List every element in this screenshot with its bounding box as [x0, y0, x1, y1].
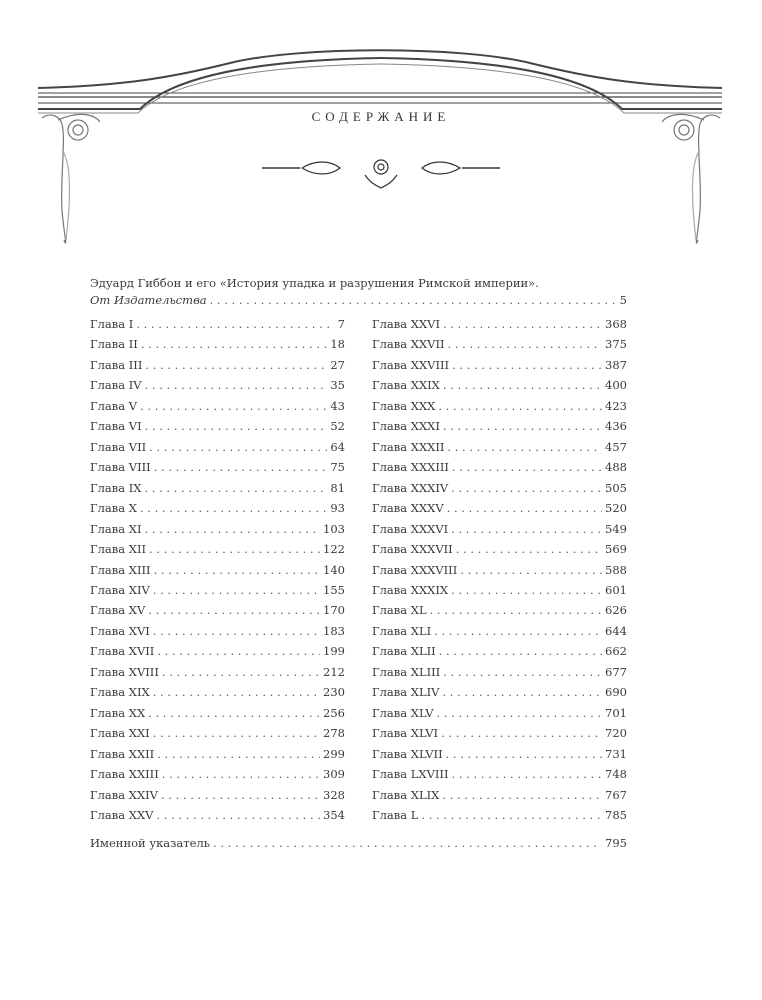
toc-page: 199	[323, 644, 345, 659]
toc-page: 103	[323, 521, 345, 536]
leader-dots	[439, 644, 602, 658]
leader-dots	[446, 747, 602, 761]
toc-entry[interactable]	[90, 378, 345, 392]
toc-page: 400	[605, 378, 627, 393]
toc-label: Глава XII	[90, 542, 147, 557]
toc-page: 368	[605, 317, 627, 331]
toc-entry[interactable]	[372, 563, 627, 577]
leader-dots	[149, 440, 327, 454]
toc-label: Глава XXXIII	[372, 460, 449, 475]
toc-label: Глава VI	[90, 419, 142, 434]
toc-page: 731	[605, 746, 627, 761]
leader-dots	[145, 419, 328, 433]
toc-entry[interactable]	[372, 808, 627, 822]
toc-label: Глава IV	[90, 378, 142, 393]
toc-page: 212	[323, 664, 345, 679]
right-scroll-ornament	[662, 114, 720, 243]
toc-label: От Издательства	[90, 293, 207, 307]
toc-page: 488	[605, 460, 627, 475]
leader-dots	[154, 460, 328, 474]
toc-page: 795	[605, 836, 627, 850]
toc-page: 93	[330, 501, 345, 516]
toc-entry[interactable]	[372, 481, 627, 495]
toc-entry[interactable]	[90, 726, 345, 740]
leader-dots	[442, 788, 602, 802]
toc-entry-index[interactable]	[90, 836, 627, 850]
toc-entry[interactable]	[372, 542, 627, 556]
toc-page: 387	[605, 357, 627, 372]
leader-dots	[136, 317, 334, 331]
leader-dots	[148, 603, 320, 617]
leader-dots	[154, 563, 320, 577]
toc-label: Глава LXVIII	[372, 767, 449, 782]
toc-label: Глава XXIII	[90, 767, 159, 782]
toc-label: Глава X	[90, 501, 137, 516]
toc-entry[interactable]	[90, 624, 345, 638]
toc-page: 43	[330, 398, 345, 413]
leader-dots	[421, 808, 602, 822]
toc-label: Глава XX	[90, 705, 146, 720]
leader-dots	[456, 542, 602, 556]
toc-page: 701	[605, 705, 627, 720]
toc-entry[interactable]	[372, 603, 627, 617]
toc-entry[interactable]	[372, 747, 627, 761]
leader-dots	[443, 378, 602, 392]
toc-page: 278	[323, 726, 345, 741]
toc-page: 170	[323, 603, 345, 618]
leader-dots	[162, 665, 320, 679]
leader-dots	[460, 563, 602, 577]
toc-entry[interactable]	[90, 542, 345, 556]
toc-entry[interactable]	[372, 317, 627, 331]
toc-entry[interactable]	[372, 378, 627, 392]
toc-page: 81	[330, 480, 345, 495]
toc-page: 64	[330, 439, 345, 454]
toc-label: Глава XVI	[90, 623, 150, 638]
toc-label: Глава XXIX	[372, 378, 440, 393]
toc-page: 785	[605, 808, 627, 823]
leader-dots	[145, 481, 328, 495]
toc-label: Глава XXXI	[372, 419, 440, 434]
center-flourish-ornament	[262, 160, 500, 188]
toc-page: 27	[330, 357, 345, 372]
toc-page: 436	[605, 419, 627, 434]
toc-entry[interactable]	[372, 726, 627, 740]
toc-entry[interactable]	[372, 501, 627, 515]
toc-label: Глава XXVIII	[372, 357, 450, 372]
toc-page: 140	[323, 562, 345, 577]
leader-dots	[153, 583, 320, 597]
toc-entry[interactable]	[90, 583, 345, 597]
leader-dots	[140, 399, 327, 413]
leader-dots	[451, 583, 602, 597]
page-title: СОДЕРЖАНИЕ	[311, 109, 451, 124]
toc-label: Глава XXXIX	[372, 582, 449, 597]
leader-dots	[145, 378, 328, 392]
toc-label: Глава IX	[90, 480, 142, 495]
toc-page: 505	[605, 480, 627, 495]
toc-label: Глава V	[90, 398, 138, 413]
toc-entry[interactable]	[90, 337, 345, 351]
toc-page: 457	[605, 439, 627, 454]
left-scroll-ornament	[42, 114, 100, 243]
leader-dots	[153, 624, 320, 638]
toc-page: 549	[605, 521, 627, 536]
toc-label: Глава II	[90, 337, 138, 352]
toc-entry[interactable]	[372, 685, 627, 699]
toc-entry[interactable]	[90, 706, 345, 720]
toc-page: 5	[619, 293, 627, 307]
toc-label: Глава XXXVI	[372, 521, 449, 536]
toc-entry[interactable]	[90, 399, 345, 413]
toc-entry[interactable]	[90, 358, 345, 372]
toc-page: 375	[605, 337, 627, 352]
toc-entry[interactable]	[372, 767, 627, 781]
toc-entry[interactable]	[90, 481, 345, 495]
toc-entry[interactable]	[372, 644, 627, 658]
toc-entry[interactable]	[90, 440, 345, 454]
toc-label: Глава XLVII	[372, 746, 443, 761]
toc-label: Глава XXXIV	[372, 480, 449, 495]
toc-page: 644	[605, 623, 627, 638]
toc-label: Глава III	[90, 357, 143, 372]
toc-entry[interactable]	[372, 399, 627, 413]
toc-label: Глава VIII	[90, 460, 151, 475]
toc-entry[interactable]	[90, 747, 345, 761]
leader-dots	[438, 399, 602, 413]
toc-page: 309	[323, 767, 345, 782]
toc-label: Глава XXXII	[372, 439, 445, 454]
toc-label: Глава XIII	[90, 562, 151, 577]
toc-label: Глава XXIV	[90, 787, 158, 802]
toc-label: Глава XLIII	[372, 664, 441, 679]
toc-label: Глава I	[90, 317, 134, 331]
toc-entry[interactable]	[90, 317, 345, 331]
toc-label: Глава VII	[90, 439, 147, 454]
leader-dots	[447, 501, 602, 515]
leader-dots	[441, 726, 602, 740]
leader-dots	[162, 767, 320, 781]
toc-entry[interactable]	[372, 337, 627, 351]
toc-label: Глава XLVI	[372, 726, 439, 741]
toc-label: Глава XLIX	[372, 787, 440, 802]
leader-dots	[437, 706, 603, 720]
toc-page: 748	[605, 767, 627, 782]
toc-label: Глава XXV	[90, 808, 154, 823]
toc-entry[interactable]	[372, 624, 627, 638]
leader-dots	[443, 317, 602, 331]
leader-dots	[153, 726, 320, 740]
toc-entry[interactable]	[90, 501, 345, 515]
toc-page: 230	[323, 685, 345, 700]
toc-label: Глава XL	[372, 603, 427, 618]
toc-entry[interactable]	[90, 808, 345, 822]
leader-dots	[443, 419, 602, 433]
toc-label: Глава XXXVII	[372, 542, 453, 557]
leader-dots	[452, 460, 602, 474]
toc-page: 52	[330, 419, 345, 434]
toc-label: Глава XVII	[90, 644, 155, 659]
toc-label: Глава XLII	[372, 644, 436, 659]
toc-label: Глава XXVII	[372, 337, 445, 352]
toc-label: Глава XLIV	[372, 685, 440, 700]
toc-entry[interactable]	[372, 706, 627, 720]
toc-entry[interactable]	[372, 583, 627, 597]
toc-label: Глава XVIII	[90, 664, 159, 679]
leader-dots	[434, 624, 602, 638]
toc-entry[interactable]	[372, 440, 627, 454]
leader-dots	[442, 685, 602, 699]
toc-entry-publisher-note[interactable]	[90, 293, 627, 307]
leader-dots	[430, 603, 602, 617]
toc-entry[interactable]	[372, 665, 627, 679]
toc-entry[interactable]	[90, 419, 345, 433]
toc-entry[interactable]	[90, 788, 345, 802]
leader-dots	[145, 358, 327, 372]
toc-entry[interactable]	[90, 644, 345, 658]
toc-label: Глава XXXVIII	[372, 562, 458, 577]
leader-dots	[210, 293, 617, 307]
leader-dots	[148, 706, 320, 720]
toc-page: 626	[605, 603, 627, 618]
leader-dots	[161, 788, 320, 802]
leader-dots	[452, 767, 603, 781]
toc-label: Глава XV	[90, 603, 146, 618]
toc-label: Именной указатель	[90, 836, 211, 850]
toc-page: 720	[605, 726, 627, 741]
leader-dots	[447, 440, 602, 454]
toc-page: 35	[330, 378, 345, 393]
toc-entry[interactable]	[372, 460, 627, 474]
leader-dots	[156, 808, 320, 822]
toc-page: 677	[605, 664, 627, 679]
leader-dots	[141, 337, 328, 351]
leader-dots	[157, 747, 320, 761]
toc-entry[interactable]	[90, 522, 345, 536]
toc-entry[interactable]	[90, 563, 345, 577]
toc-entry[interactable]	[90, 603, 345, 617]
toc-page: 75	[330, 460, 345, 475]
toc-entry[interactable]	[372, 788, 627, 802]
toc-page: 662	[605, 644, 627, 659]
leader-dots	[213, 836, 602, 850]
toc-entry[interactable]	[372, 358, 627, 372]
leader-dots	[448, 337, 603, 351]
toc-label: Глава XI	[90, 521, 142, 536]
toc-label: Глава XXX	[372, 398, 436, 413]
toc-entry[interactable]	[90, 767, 345, 781]
toc-label: Глава XIX	[90, 685, 150, 700]
toc-page: 767	[605, 787, 627, 802]
toc-page: 299	[323, 746, 345, 761]
toc-label: Глава XIV	[90, 582, 150, 597]
toc-entry[interactable]	[90, 685, 345, 699]
leader-dots	[443, 665, 602, 679]
toc-page: 601	[605, 582, 627, 597]
toc-page: 256	[323, 705, 345, 720]
toc-page: 423	[605, 398, 627, 413]
toc-label: Глава XXII	[90, 746, 155, 761]
toc-page: 18	[330, 337, 345, 352]
toc-page: 569	[605, 542, 627, 557]
toc-entry[interactable]	[372, 419, 627, 433]
leader-dots	[451, 522, 602, 536]
intro-line: Эдуард Гиббон и его «История упадка и разрушения Римской империи».	[90, 276, 539, 290]
toc-label: Глава XXXV	[372, 501, 444, 516]
toc-entry[interactable]	[372, 522, 627, 536]
toc-label: Глава XXVI	[372, 317, 440, 331]
leader-dots	[145, 522, 321, 536]
toc-page: 328	[323, 787, 345, 802]
leader-dots	[157, 644, 320, 658]
toc-page: 690	[605, 685, 627, 700]
toc-page: 183	[323, 623, 345, 638]
toc-page: 155	[323, 582, 345, 597]
toc-label: Глава XXI	[90, 726, 150, 741]
toc-page: 354	[323, 808, 345, 823]
leader-dots	[140, 501, 327, 515]
toc-page: 122	[323, 542, 345, 557]
leader-dots	[452, 358, 602, 372]
leader-dots	[153, 685, 320, 699]
toc-entry[interactable]	[90, 665, 345, 679]
leader-dots	[451, 481, 602, 495]
toc-label: Глава XLI	[372, 623, 432, 638]
toc-entry[interactable]	[90, 460, 345, 474]
toc-page: 520	[605, 501, 627, 516]
toc-label: Глава L	[372, 808, 419, 823]
ornamental-frame	[0, 0, 762, 300]
toc-label: Глава XLV	[372, 705, 434, 720]
leader-dots	[149, 542, 320, 556]
toc-page: 588	[605, 562, 627, 577]
toc-page: 7	[337, 317, 345, 331]
